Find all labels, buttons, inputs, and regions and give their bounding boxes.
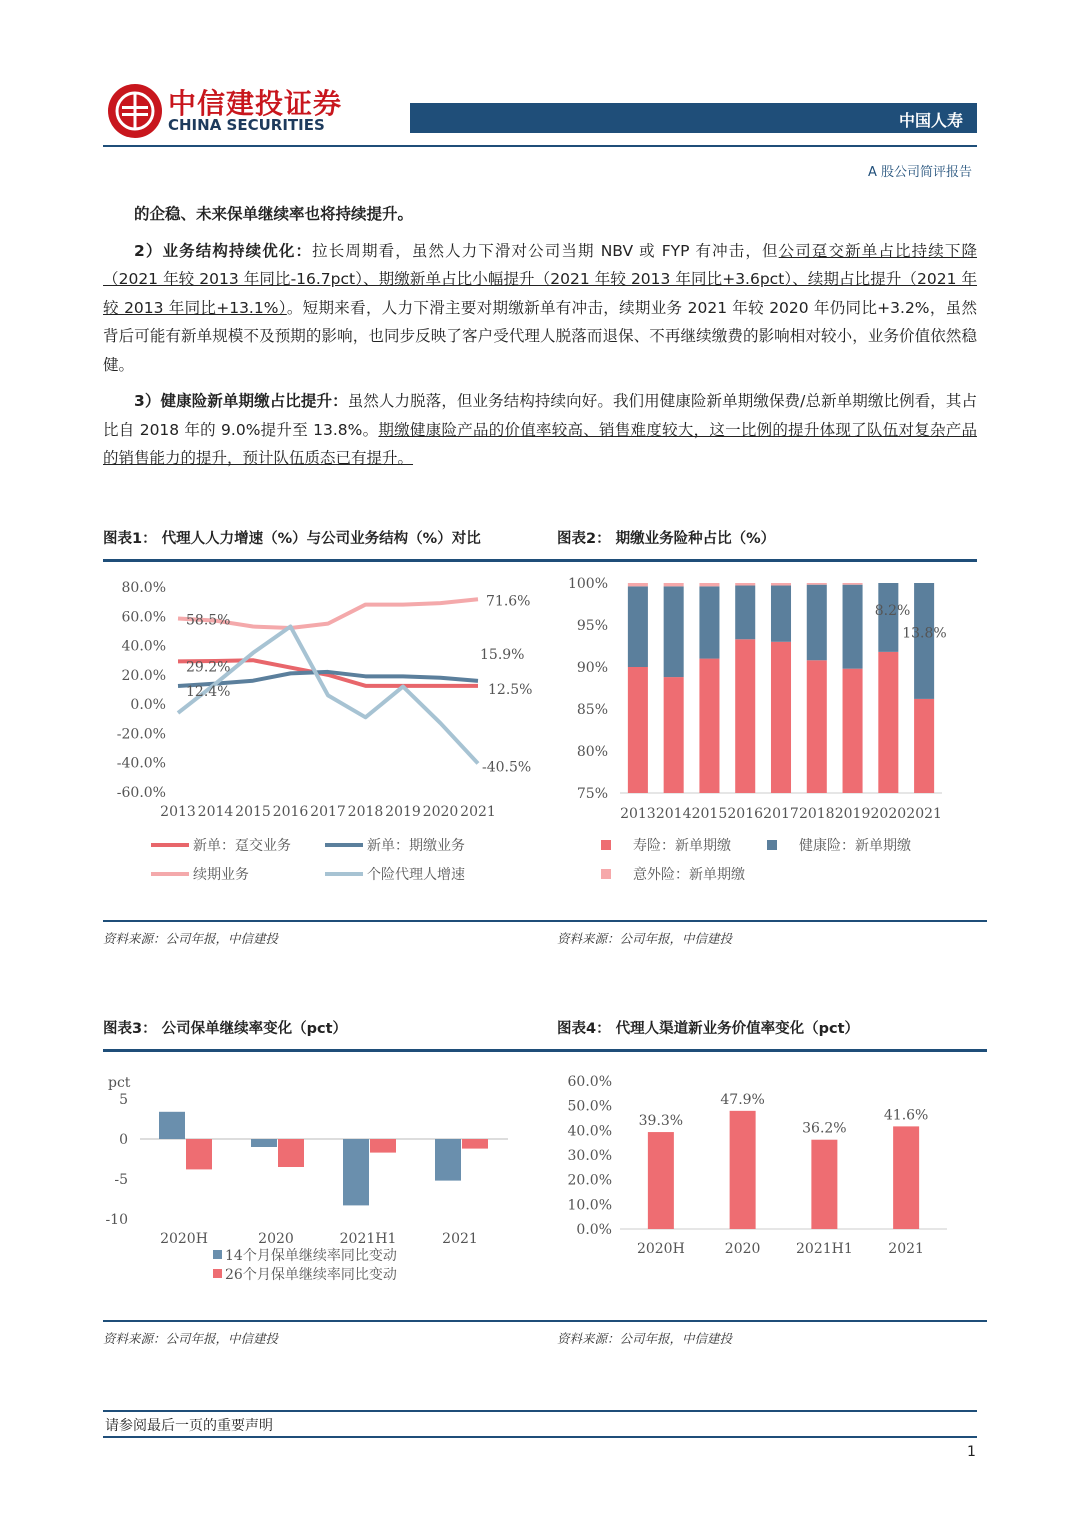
chart-3-bar: [103, 1056, 533, 1316]
y-tick-label: 0: [119, 1132, 128, 1148]
brand-name-en: CHINA SECURITIES: [168, 116, 325, 134]
legend-swatch: [601, 840, 611, 850]
legend-label: 意外险：新单期缴: [633, 867, 745, 883]
x-tick-label: 2019: [834, 806, 871, 822]
x-tick-label: 2021H1: [796, 1241, 853, 1257]
figure-4-title: 图表4： 代理人渠道新业务价值率变化（pct）: [557, 1021, 860, 1037]
x-tick-label: 2020H: [636, 1241, 685, 1257]
bar: [462, 1139, 488, 1149]
x-tick-label: 2013: [620, 806, 656, 822]
legend-swatch: [213, 1269, 222, 1278]
bar: [811, 1140, 837, 1229]
data-label: 15.9%: [480, 646, 525, 663]
bar-segment: [628, 586, 648, 667]
x-tick-label: 2020: [724, 1241, 761, 1257]
bar: [159, 1112, 185, 1139]
figure-row-2-bottom-line: [103, 1320, 987, 1322]
figure-1-source: 资料来源：公司年报，中信建投: [103, 931, 279, 946]
chart-4-bar: [557, 1056, 987, 1316]
figure-row-1-bottom-line: [103, 920, 987, 922]
x-tick-label: 2021: [906, 806, 942, 822]
figure-1-title: 图表1： 代理人人力增速（%）与公司业务结构（%）对比: [103, 531, 481, 547]
paragraph-2-underlined: 公司趸交新单占比持续下降（2021 年较 2013 年同比-16.7pct）、期缴新单占比小幅提升（2021 年较 2013 年同比+3.6pct）、续期占比提升（2021 年较 2013 年同比+13.1%）: [103, 241, 977, 317]
bar: [370, 1139, 396, 1153]
footer-divider-2: [103, 1436, 977, 1438]
legend-label: 新单：趸交业务: [193, 838, 291, 854]
paragraph-3-heading: 3）健康险新单期缴占比提升：: [134, 392, 348, 410]
figure-4-source: 资料来源：公司年报，中信建投: [557, 1331, 733, 1346]
bar-segment: [843, 583, 863, 585]
bar-segment: [664, 583, 684, 586]
bar-segment: [807, 585, 827, 661]
figure-3-title: 图表3： 公司保单继续率变化（pct）: [103, 1021, 348, 1037]
y-tick-label: -5: [114, 1172, 128, 1188]
footer-divider: [103, 1410, 977, 1412]
x-tick-label: 2019: [385, 804, 421, 820]
y-tick-label: 20.0%: [567, 1172, 612, 1189]
data-label: 39.3%: [638, 1113, 684, 1130]
x-tick-label: 2017: [763, 806, 799, 822]
bar-segment: [628, 667, 648, 793]
y-tick-label: 40.0%: [121, 638, 166, 655]
y-tick-label: -60.0%: [116, 785, 166, 801]
x-tick-label: 2020: [258, 1231, 294, 1247]
legend-label: 14个月保单继续率同比变动: [225, 1248, 397, 1264]
legend-label: 寿险：新单期缴: [633, 838, 731, 854]
x-tick-label: 2017: [310, 804, 346, 820]
bar-segment: [699, 583, 719, 586]
figure-2-title: 图表2： 期缴业务险种占比（%）: [557, 531, 776, 547]
figure-row-1-top-line: [103, 559, 977, 562]
x-tick-label: 2020: [422, 804, 459, 820]
figure-3-source: 资料来源：公司年报，中信建投: [103, 1331, 279, 1346]
paragraph-2-heading: 2）业务结构持续优化：: [134, 241, 313, 260]
y-tick-label: 100%: [567, 576, 608, 592]
y-tick-label: 40.0%: [567, 1123, 612, 1140]
y-tick-label: 5: [119, 1092, 128, 1108]
y-tick-label: 60.0%: [567, 1074, 612, 1090]
x-tick-label: 2014: [655, 806, 692, 822]
x-tick-label: 2021: [460, 804, 496, 820]
bar-segment: [878, 652, 898, 793]
paragraph-2-text: 拉长周期看，虽然人力下滑对公司当期 NBV 或 FYP 有冲击，但: [312, 241, 779, 260]
legend-label: 健康险：新单期缴: [799, 838, 911, 854]
y-tick-label: 0.0%: [130, 697, 166, 714]
data-label: 29.2%: [186, 659, 231, 676]
legend-label: 26个月保单继续率同比变动: [225, 1267, 397, 1283]
report-type: A 股公司简评报告: [867, 165, 972, 180]
data-label: 12.4%: [186, 683, 231, 700]
figure-row-2-top-line: [103, 1049, 987, 1052]
bar-segment: [699, 659, 719, 793]
y-tick-label: 0.0%: [576, 1222, 612, 1238]
y-tick-label: 60.0%: [121, 609, 166, 626]
legend-swatch: [767, 840, 777, 850]
bar: [343, 1139, 369, 1205]
brand-name-cn: 中信建投证券: [168, 87, 343, 120]
footer-disclaimer: 请参阅最后一页的重要声明: [105, 1418, 273, 1434]
header-divider: [103, 145, 977, 147]
data-label: 71.6%: [486, 593, 531, 610]
x-tick-label: 2013: [160, 804, 196, 820]
bar-segment: [807, 660, 827, 793]
x-tick-label: 2014: [197, 804, 234, 820]
paragraph-2-text-cont: 。短期来看，人力下滑主要对期缴新单有冲击，续期业务 2021 年较 2020 年仍同比+3.2%，虽然背后可能有新单规模不及预期的影响，也同步反映了客户受代理人脱落而退保、不再继续缴费的影响相对较小，业务价值依然稳健。: [103, 298, 977, 374]
y-tick-label: 10.0%: [567, 1197, 612, 1214]
data-label: 47.9%: [720, 1091, 765, 1108]
bar: [186, 1139, 212, 1169]
x-tick-label: 2020H: [160, 1231, 208, 1247]
legend-swatch: [601, 869, 611, 879]
x-tick-label: 2015: [691, 806, 728, 822]
data-label: 58.5%: [186, 612, 231, 629]
legend-label: 续期业务: [193, 867, 249, 883]
chart-2-stacked-bar: [557, 565, 987, 915]
y-axis-label: pct: [108, 1075, 131, 1091]
paragraph-1: 的企稳、未来保单继续率也将持续提升。: [134, 205, 414, 223]
x-tick-label: 2021: [442, 1231, 478, 1247]
bar-segment: [699, 586, 719, 658]
brand-logo-icon: [108, 84, 162, 138]
x-tick-label: 2015: [235, 804, 271, 820]
data-label: 8.2%: [874, 602, 911, 619]
y-tick-label: 75%: [576, 786, 608, 802]
bar: [648, 1132, 674, 1229]
y-tick-label: 80.0%: [121, 580, 166, 596]
data-label: 13.8%: [902, 625, 947, 642]
x-tick-label: 2021: [888, 1241, 924, 1257]
y-tick-label: -40.0%: [116, 755, 166, 772]
x-tick-label: 2016: [272, 804, 309, 820]
bar-segment: [843, 669, 863, 793]
x-tick-label: 2016: [727, 806, 764, 822]
bar-segment: [735, 586, 755, 640]
page-number: 1: [967, 1444, 976, 1460]
paragraph-3: [103, 387, 977, 473]
y-tick-label: 80%: [576, 744, 608, 760]
legend-label: 个险代理人增速: [367, 867, 465, 883]
bar: [893, 1126, 919, 1229]
data-label: -40.5%: [482, 759, 532, 776]
y-tick-label: 95%: [576, 618, 608, 634]
bar-segment: [735, 639, 755, 793]
bar: [730, 1111, 756, 1229]
x-tick-label: 2018: [347, 804, 384, 820]
company-name: 中国人寿: [898, 111, 963, 130]
data-label: 41.6%: [883, 1107, 929, 1124]
x-tick-label: 2020: [870, 806, 907, 822]
bar-segment: [914, 699, 934, 793]
y-tick-label: -10: [105, 1212, 128, 1228]
paragraph-3-underlined: 期缴健康险产品的价值率较高、销售难度较大，这一比例的提升体现了队伍对复杂产品的销售能力的提升，预计队伍质态已有提升。: [103, 420, 977, 467]
bar-segment: [843, 585, 863, 669]
data-label: 36.2%: [802, 1120, 847, 1137]
legend-label: 新单：期缴业务: [367, 838, 465, 854]
y-tick-label: 90%: [576, 660, 608, 676]
x-tick-label: 2021H1: [339, 1231, 397, 1247]
bar-segment: [771, 642, 791, 793]
legend-swatch: [213, 1250, 222, 1259]
bar-segment: [771, 583, 791, 586]
x-tick-label: 2018: [798, 806, 835, 822]
bar-segment: [664, 586, 684, 677]
bar-segment: [771, 586, 791, 642]
bar-segment: [628, 583, 648, 586]
header-bar: [410, 103, 977, 133]
bar-segment: [735, 583, 755, 586]
data-label: 12.5%: [488, 681, 533, 698]
bar: [435, 1139, 461, 1181]
paragraph-2: [103, 237, 977, 380]
figure-2-source: 资料来源：公司年报，中信建投: [557, 931, 733, 946]
paragraph-3-text: 虽然人力脱落，但业务结构持续向好。我们用健康险新单期缴保费/总新单期缴比例看，其占比自 2018 年的 9.0%提升至 13.8%。: [103, 392, 977, 439]
bar-segment: [664, 677, 684, 793]
y-tick-label: 50.0%: [567, 1098, 612, 1115]
y-tick-label: -20.0%: [116, 726, 166, 743]
bar-segment: [807, 583, 827, 585]
y-tick-label: 30.0%: [567, 1148, 612, 1164]
body-text: [103, 200, 977, 481]
chart-1-line: [103, 565, 533, 915]
y-tick-label: 20.0%: [121, 667, 166, 684]
bar: [251, 1139, 277, 1147]
bar: [278, 1139, 304, 1167]
y-tick-label: 85%: [576, 702, 608, 718]
